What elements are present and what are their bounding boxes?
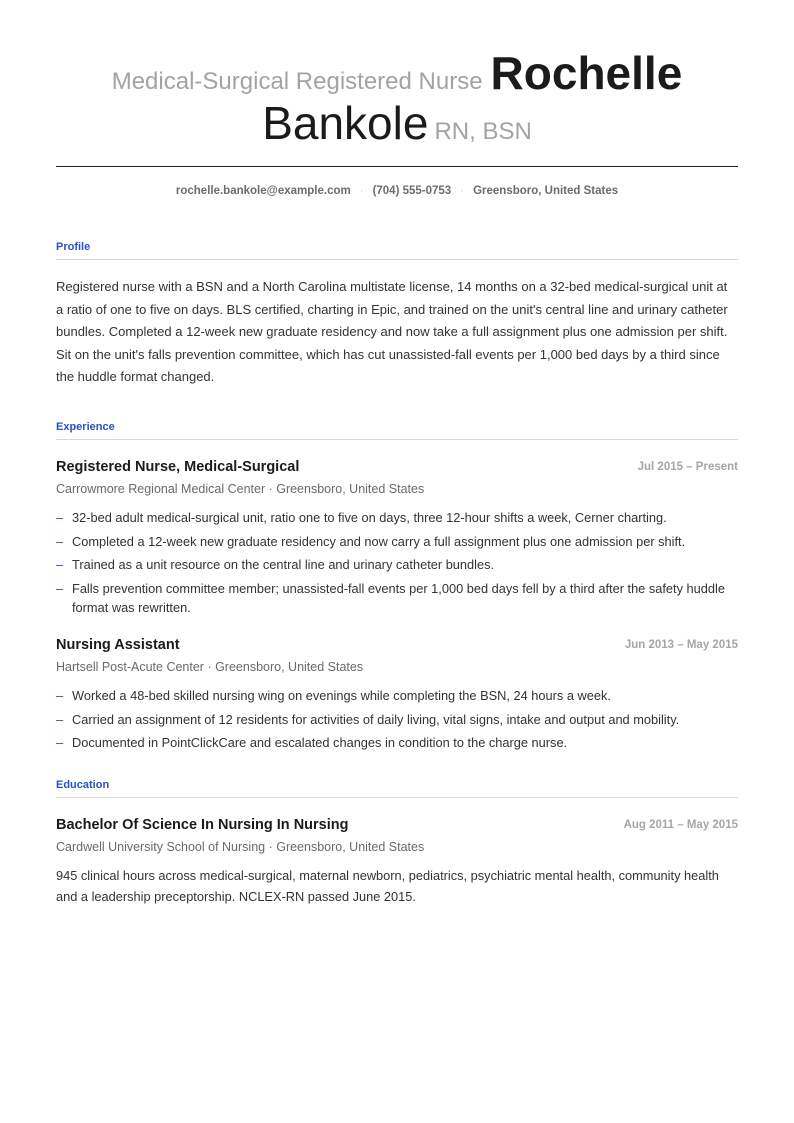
job-organization: Carrowmore Regional Medical Center · Greensboro, United States bbox=[56, 482, 425, 496]
school-name: Cardwell University School of Nursing · Greensboro, United States bbox=[56, 840, 425, 854]
dash-bullet-icon: – bbox=[56, 580, 64, 596]
credentials: RN, BSN bbox=[434, 118, 532, 145]
resume-page bbox=[56, 0, 738, 904]
bullet-text: Carried an assignment of 12 residents for activities of daily living, vital signs, intake and output and mobility. bbox=[72, 711, 680, 727]
list-item bbox=[56, 555, 738, 575]
section-title-experience: Experience bbox=[56, 421, 738, 440]
degree-title: Bachelor Of Science In Nursing In Nursing bbox=[56, 817, 349, 833]
list-item bbox=[56, 710, 738, 730]
header-divider bbox=[56, 166, 738, 167]
education-section bbox=[56, 779, 738, 798]
bullet-text: Trained as a unit resource on the central line and urinary catheter bundles. bbox=[72, 557, 495, 572]
resume-header bbox=[56, 0, 738, 149]
job-bullets bbox=[56, 508, 738, 618]
dash-bullet-icon: – bbox=[56, 557, 64, 572]
profile-section bbox=[56, 241, 738, 389]
job-dates: Jul 2015 – Present bbox=[637, 461, 738, 473]
experience-entry bbox=[56, 637, 738, 757]
entry-header bbox=[56, 637, 738, 657]
contact-phone[interactable]: (704) 555-0753 bbox=[372, 185, 452, 197]
contact-line bbox=[56, 185, 738, 197]
dash-bullet-icon: – bbox=[56, 510, 64, 525]
job-title: Nursing Assistant bbox=[56, 637, 180, 653]
contact-email[interactable]: rochelle.bankole@example.com bbox=[175, 185, 351, 197]
education-entry bbox=[56, 817, 738, 907]
dash-bullet-icon: – bbox=[56, 688, 64, 703]
first-name: Rochelle bbox=[490, 47, 683, 99]
job-bullets bbox=[56, 686, 738, 753]
bullet-text: Documented in PointClickCare and escalated changes in condition to the charge nurse. bbox=[72, 735, 568, 750]
entry-header bbox=[56, 817, 738, 837]
experience-entry bbox=[56, 459, 738, 622]
job-dates: Jun 2013 – May 2015 bbox=[624, 639, 738, 651]
section-title-education: Education bbox=[56, 779, 738, 798]
header-line-2 bbox=[56, 97, 738, 149]
header-line-1 bbox=[56, 47, 738, 100]
section-title-profile: Profile bbox=[56, 241, 738, 260]
contact-location: Greensboro, United States bbox=[473, 185, 619, 197]
job-title: Registered Nurse, Medical-Surgical bbox=[56, 459, 300, 475]
education-dates: Aug 2011 – May 2015 bbox=[623, 819, 738, 831]
dash-bullet-icon: – bbox=[56, 735, 64, 750]
contact-separator: · bbox=[460, 185, 465, 197]
list-item bbox=[56, 733, 738, 753]
dash-bullet-icon: – bbox=[56, 533, 64, 549]
bullet-text: Worked a 48-bed skilled nursing wing on evenings while completing the BSN, 24 hours a week. bbox=[72, 688, 611, 703]
bullet-text: Completed a 12-week new graduate residency and now carry a full assignment plus one admission per shift. bbox=[72, 533, 686, 549]
dash-bullet-icon: – bbox=[56, 711, 64, 727]
list-item bbox=[56, 508, 738, 528]
entry-header bbox=[56, 459, 738, 479]
profile-text: Registered nurse with a BSN and a North Carolina multistate license, 14 months on a 32-bed medical-surgical unit at a ratio of one to five on days. BLS certified, charting in Epic, and trained on the unit's central line and urinary catheter bundles. Completed a 12-week new graduate residency and now take a full assignment plus one admission per shift. Sit on the unit's falls prevention committee, which has cut unassisted-fall events per 1,000 bed days by a third since the huddle format changed. bbox=[56, 279, 728, 384]
list-item bbox=[56, 686, 738, 706]
education-description: 945 clinical hours across medical-surgical, maternal newborn, pediatrics, psychiatric mental health, community health and a leadership preceptorship. NCLEX-RN passed June 2015. bbox=[56, 868, 719, 904]
bullet-text: Falls prevention committee member; unassisted-fall events per 1,000 bed days fell by a third after the safety huddle format was rewritten. bbox=[72, 580, 725, 615]
job-role: Medical-Surgical Registered Nurse bbox=[111, 68, 483, 95]
last-name: Bankole bbox=[262, 97, 429, 149]
list-item bbox=[56, 532, 738, 552]
list-item bbox=[56, 579, 738, 618]
bullet-text: 32-bed adult medical-surgical unit, ratio one to five on days, three 12-hour shifts a week, Cerner charting. bbox=[72, 510, 667, 525]
experience-section bbox=[56, 421, 738, 440]
job-organization: Hartsell Post-Acute Center · Greensboro, United States bbox=[56, 660, 364, 674]
contact-separator: · bbox=[359, 185, 364, 197]
